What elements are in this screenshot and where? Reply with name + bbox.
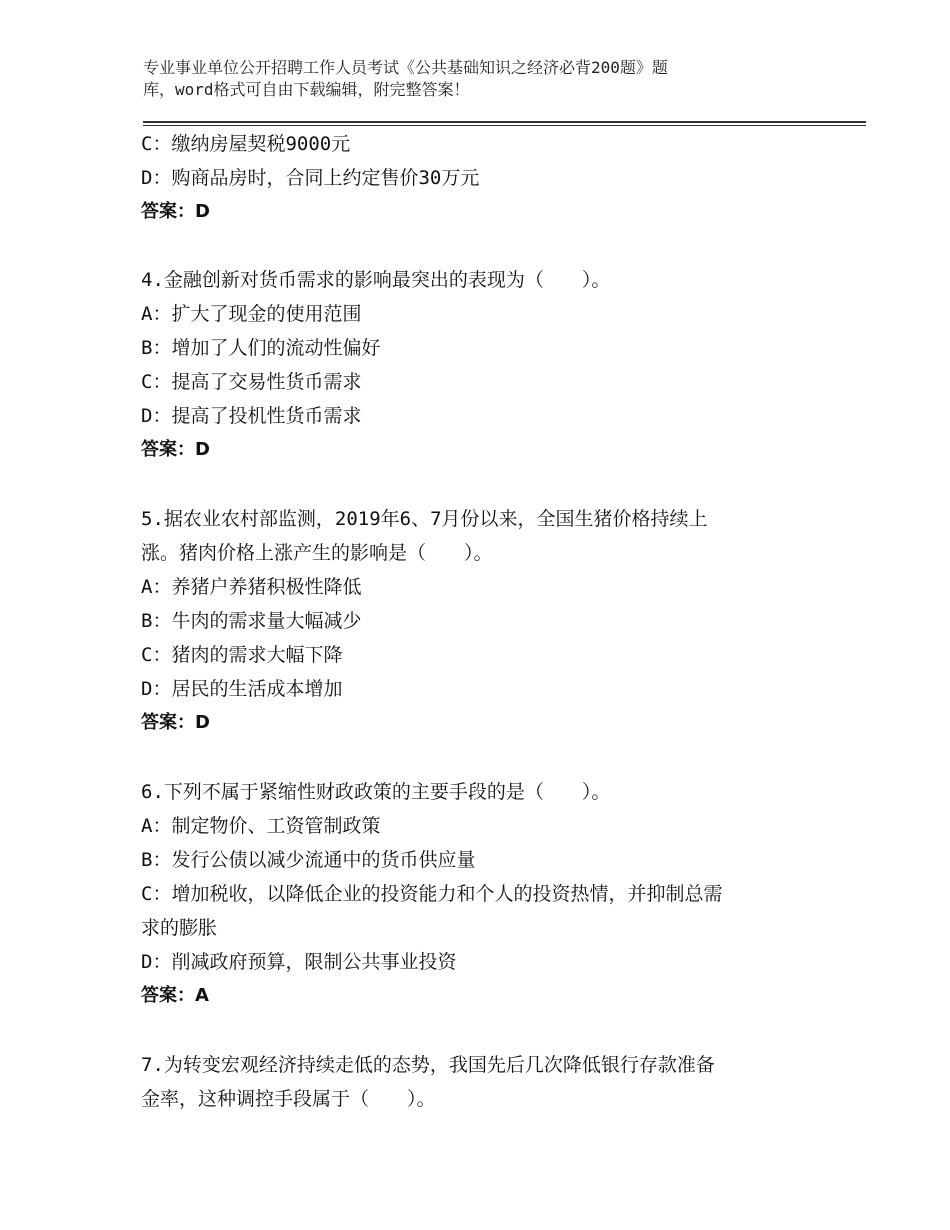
- q3-option-d: D：购商品房时，合同上约定售价30万元: [141, 167, 480, 189]
- header-rule-thin: [143, 125, 866, 126]
- q6-option-c-line-2: 求的膨胀: [141, 917, 218, 939]
- q6-option-b: B：发行公债以减少流通中的货币供应量: [141, 849, 476, 871]
- q3-option-c: C：缴纳房屋契税9000元: [141, 133, 351, 155]
- q5-option-c: C：猪肉的需求大幅下降: [141, 644, 343, 666]
- q4-option-a: A：扩大了现金的使用范围: [141, 303, 362, 325]
- q4-option-c: C：提高了交易性货币需求: [141, 371, 362, 393]
- q7-question-line-2: 金率，这种调控手段属于（ ）。: [141, 1088, 436, 1110]
- page-header: [143, 57, 823, 101]
- q5-option-d: D：居民的生活成本增加: [141, 678, 343, 700]
- q6-option-c-line-1: C：增加税收，以降低企业的投资能力和个人的投资热情，并抑制总需: [141, 883, 723, 905]
- q5-option-b: B：牛肉的需求量大幅减少: [141, 610, 362, 632]
- header-title-line-1: 专业事业单位公开招聘工作人员考试《公共基础知识之经济必背200题》题: [143, 58, 668, 77]
- q4-option-b: B：增加了人们的流动性偏好: [141, 337, 381, 359]
- q6-option-d: D：削减政府预算，限制公共事业投资: [141, 951, 457, 973]
- q4-question: 4.金融创新对货币需求的影响最突出的表现为（ ）。: [141, 269, 611, 291]
- header-rule-thick: [143, 121, 866, 123]
- q7-question-line-1: 7.为转变宏观经济持续走低的态势，我国先后几次降低银行存款准备: [141, 1054, 715, 1076]
- q5-answer: 答案：D: [141, 712, 210, 733]
- q5-question-line-1: 5.据农业农村部监测，2019年6、7月份以来，全国生猪价格持续上: [141, 508, 708, 530]
- q6-question: 6.下列不属于紧缩性财政政策的主要手段的是（ ）。: [141, 781, 611, 803]
- q4-answer: 答案：D: [141, 439, 210, 460]
- q3-answer: 答案：D: [141, 201, 210, 222]
- q6-option-a: A：制定物价、工资管制政策: [141, 815, 381, 837]
- q6-answer: 答案：A: [141, 985, 209, 1006]
- q5-option-a: A：养猪户养猪积极性降低: [141, 576, 362, 598]
- q4-option-d: D：提高了投机性货币需求: [141, 405, 362, 427]
- header-title-line-2: 库，word格式可自由下载编辑，附完整答案！: [143, 80, 470, 99]
- q5-question-line-2: 涨。猪肉价格上涨产生的影响是（ ）。: [141, 542, 493, 564]
